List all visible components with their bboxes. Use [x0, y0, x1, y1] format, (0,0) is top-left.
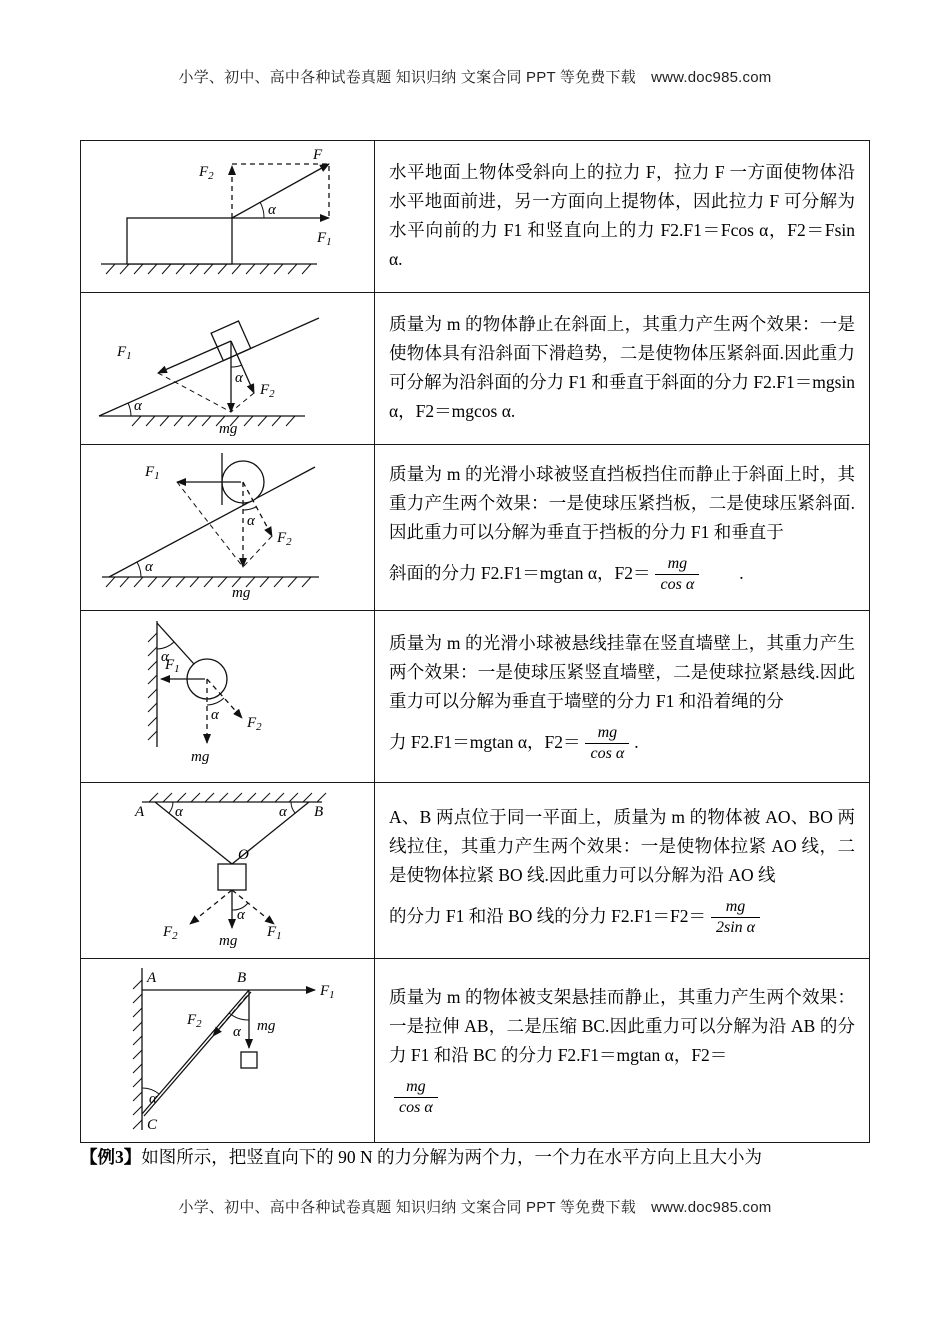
wall-hatching: [148, 633, 157, 740]
table-row-ball-wall-string: [81, 611, 870, 783]
formula-text-post: .: [634, 732, 639, 752]
ceiling-hatching: [149, 793, 326, 802]
alpha-arc-a: [169, 802, 173, 813]
row-text: 质量为 m 的物体静止在斜面上，其重力产生两个效果：一是使物体具有沿斜面下滑趋势，二是使物体压紧斜面.因此重力可分解为沿斜面的分力 F1 和垂直于斜面的分力 F2.F1＝mgsin α，F2＝mgcos α.: [389, 314, 855, 421]
f2-arrow: [190, 890, 232, 924]
force-label-f2: $F_2$: [259, 382, 275, 400]
page-footer: 小学、初中、高中各种试卷真题 知识归纳 文案合同 PPT 等免费下载 www.doc985.com: [178, 1199, 772, 1216]
diagram-cell: [81, 293, 375, 445]
diagram-ball-wall-string: [87, 615, 369, 773]
diagram-block-on-incline: [87, 296, 369, 436]
table-row-two-strings: [81, 783, 870, 959]
alpha-arc-b: [291, 802, 295, 813]
force-label-f1: $F_1$: [116, 344, 132, 362]
alpha-arc-mid: [231, 365, 242, 367]
formula-line: [389, 1076, 855, 1118]
fraction-denominator: cos α: [660, 576, 695, 593]
diagram-cell: [81, 141, 375, 293]
fraction: [655, 555, 699, 595]
incline-line: [99, 318, 319, 416]
diagram-ball-board-incline: [87, 449, 369, 601]
force-label-f2: $F_2$: [198, 164, 214, 182]
angle-label-alpha-mid: α: [210, 707, 219, 723]
fraction-numerator: mg: [585, 724, 629, 744]
ground-hatching: [132, 416, 295, 426]
table-row-pull-on-ground: [81, 141, 870, 293]
angle-label-alpha-mid: α: [236, 907, 245, 923]
force-label-mg: mg: [190, 749, 209, 765]
fraction-numerator: mg: [655, 555, 699, 575]
diagram-pull-on-ground: [87, 144, 369, 284]
fraction: [585, 724, 629, 764]
point-label-b: B: [313, 804, 323, 820]
row-text: 质量为 m 的物体被支架悬挂而静止，其重力产生两个效果：一是拉伸 AB，二是压缩 BC.因此重力可以分解为沿 AB 的分力 F1 和沿 BC 的分力 F2.F1＝mgtan α，F2＝: [389, 986, 855, 1065]
string-ao: [155, 802, 232, 864]
alpha-arc-base: [137, 562, 141, 577]
example-3-line: [80, 1143, 880, 1172]
fraction: [711, 898, 760, 938]
page-header: 小学、初中、高中各种试卷真题 知识归纳 文案合同 PPT 等免费下载 www.doc985.com: [178, 69, 772, 86]
fraction-denominator: cos α: [590, 745, 625, 762]
table-row-block-on-incline: [81, 293, 870, 445]
point-label-b: B: [236, 970, 246, 986]
force-label-mg: mg: [231, 585, 250, 601]
fraction: [394, 1078, 438, 1118]
diagram-cell: [81, 611, 375, 783]
fraction-numerator: mg: [711, 898, 760, 918]
text-cell: [375, 611, 870, 783]
angle-label-alpha-base: α: [133, 398, 142, 414]
angle-label-alpha-mid: α: [234, 370, 243, 386]
force-label-f: F: [312, 147, 322, 163]
formula-text: 的分力 F1 和沿 BO 线的分力 F2.F1＝F2＝: [389, 906, 706, 926]
force-label-f1: $F_1$: [316, 230, 332, 248]
formula-line: [389, 896, 855, 938]
row-text: 水平地面上物体受斜向上的拉力 F，拉力 F 一方面使物体沿水平地面前进，另一方面向上提物体，因此拉力 F 可分解为水平向前的力 F1 和竖直向上的力 F2.F1＝Fcos α，F2＝Fsin α.: [389, 162, 855, 269]
example-text: 如图所示，把竖直向下的 90 N 的力分解为两个力，一个力在水平方向上且大小为: [141, 1147, 763, 1167]
hanging-weight: [241, 1052, 257, 1068]
ground-hatching: [106, 264, 311, 274]
formula-line: [389, 553, 855, 595]
text-cell: [375, 783, 870, 959]
f-arrow: [232, 164, 329, 218]
alpha-arc-top: [157, 642, 174, 649]
formula-text: 力 F2.F1＝mgtan α，F2＝: [389, 732, 581, 752]
force-label-mg: mg: [256, 1018, 275, 1034]
force-label-f1: $F_1$: [164, 657, 180, 675]
angle-label-alpha-c: α: [148, 1091, 157, 1107]
text-cell: [375, 445, 870, 611]
diagram-cell: [81, 445, 375, 611]
row-text: 质量为 m 的光滑小球被悬线挂靠在竖直墙壁上，其重力产生两个效果：一是使球压紧竖直墙壁，二是使球拉紧悬线.因此重力可以分解为垂直于墙壁的分力 F1 和沿着绳的分: [389, 632, 855, 711]
wall-hatching: [133, 980, 142, 1129]
example-tag: 【例3】: [80, 1147, 142, 1167]
force-label-f1: $F_1$: [266, 924, 282, 942]
alpha-arc-base: [128, 403, 131, 416]
force-label-f2: $F_2$: [186, 1012, 202, 1030]
angle-label-alpha-b: α: [232, 1024, 241, 1040]
angle-label-alpha-a: α: [174, 804, 183, 820]
force-label-f1: $F_1$: [319, 983, 335, 1001]
alpha-arc-mid: [243, 507, 256, 510]
f1-arrow: [158, 341, 231, 373]
diagram-two-strings: [87, 786, 369, 950]
row-text: A、B 两点位于同一平面上，质量为 m 的物体被 AO、BO 两线拉住，其重力产生两个效果：一是使物体拉紧 AO 线，二是使物体拉紧 BO 线.因此重力可以分解为沿 AO 线: [389, 806, 855, 885]
ground-hatching: [106, 577, 311, 587]
force-label-mg: mg: [218, 933, 237, 949]
formula-text-post: .: [704, 563, 744, 583]
point-label-a: A: [134, 804, 144, 820]
angle-label-alpha-top: α: [160, 649, 169, 665]
table-row-bracket: [81, 959, 870, 1143]
text-cell: [375, 141, 870, 293]
text-cell: [375, 959, 870, 1143]
hanging-block: [218, 864, 246, 890]
point-label-a: A: [146, 970, 156, 986]
angle-label-alpha-b: α: [278, 804, 287, 820]
strut-bc-outer: [142, 990, 249, 1114]
point-label-o: O: [237, 847, 249, 863]
fraction-denominator: 2sin α: [716, 919, 756, 936]
force-label-f1: $F_1$: [144, 464, 160, 482]
alpha-arc: [260, 202, 264, 218]
row-text: 质量为 m 的光滑小球被竖直挡板挡住而静止于斜面上时，其重力产生两个效果：一是使球压紧挡板，二是使球压紧斜面.因此重力可以分解为垂直于挡板的分力 F1 和垂直于: [389, 463, 855, 542]
angle-label-alpha-mid: α: [246, 513, 255, 529]
force-label-mg: mg: [218, 421, 237, 436]
table-row-ball-board-incline: [81, 445, 870, 611]
diagram-cell: [81, 959, 375, 1143]
fraction-denominator: cos α: [399, 1099, 433, 1116]
force-label-f2: $F_2$: [276, 530, 292, 548]
angle-label-alpha: α: [267, 202, 276, 218]
diagram-cell: [81, 783, 375, 959]
force-decomposition-table: [80, 140, 870, 1143]
angle-label-alpha-base: α: [144, 559, 153, 575]
incline-line: [109, 467, 315, 577]
text-cell: [375, 293, 870, 445]
fraction-numerator: mg: [394, 1078, 438, 1098]
force-label-f2: $F_2$: [162, 924, 178, 942]
diagram-bracket: [87, 962, 369, 1134]
block: [127, 218, 232, 264]
formula-text: 斜面的分力 F2.F1＝mgtan α，F2＝: [389, 563, 651, 583]
formula-line: [389, 722, 855, 764]
point-label-c: C: [146, 1117, 157, 1133]
force-label-f2: $F_2$: [246, 715, 262, 733]
